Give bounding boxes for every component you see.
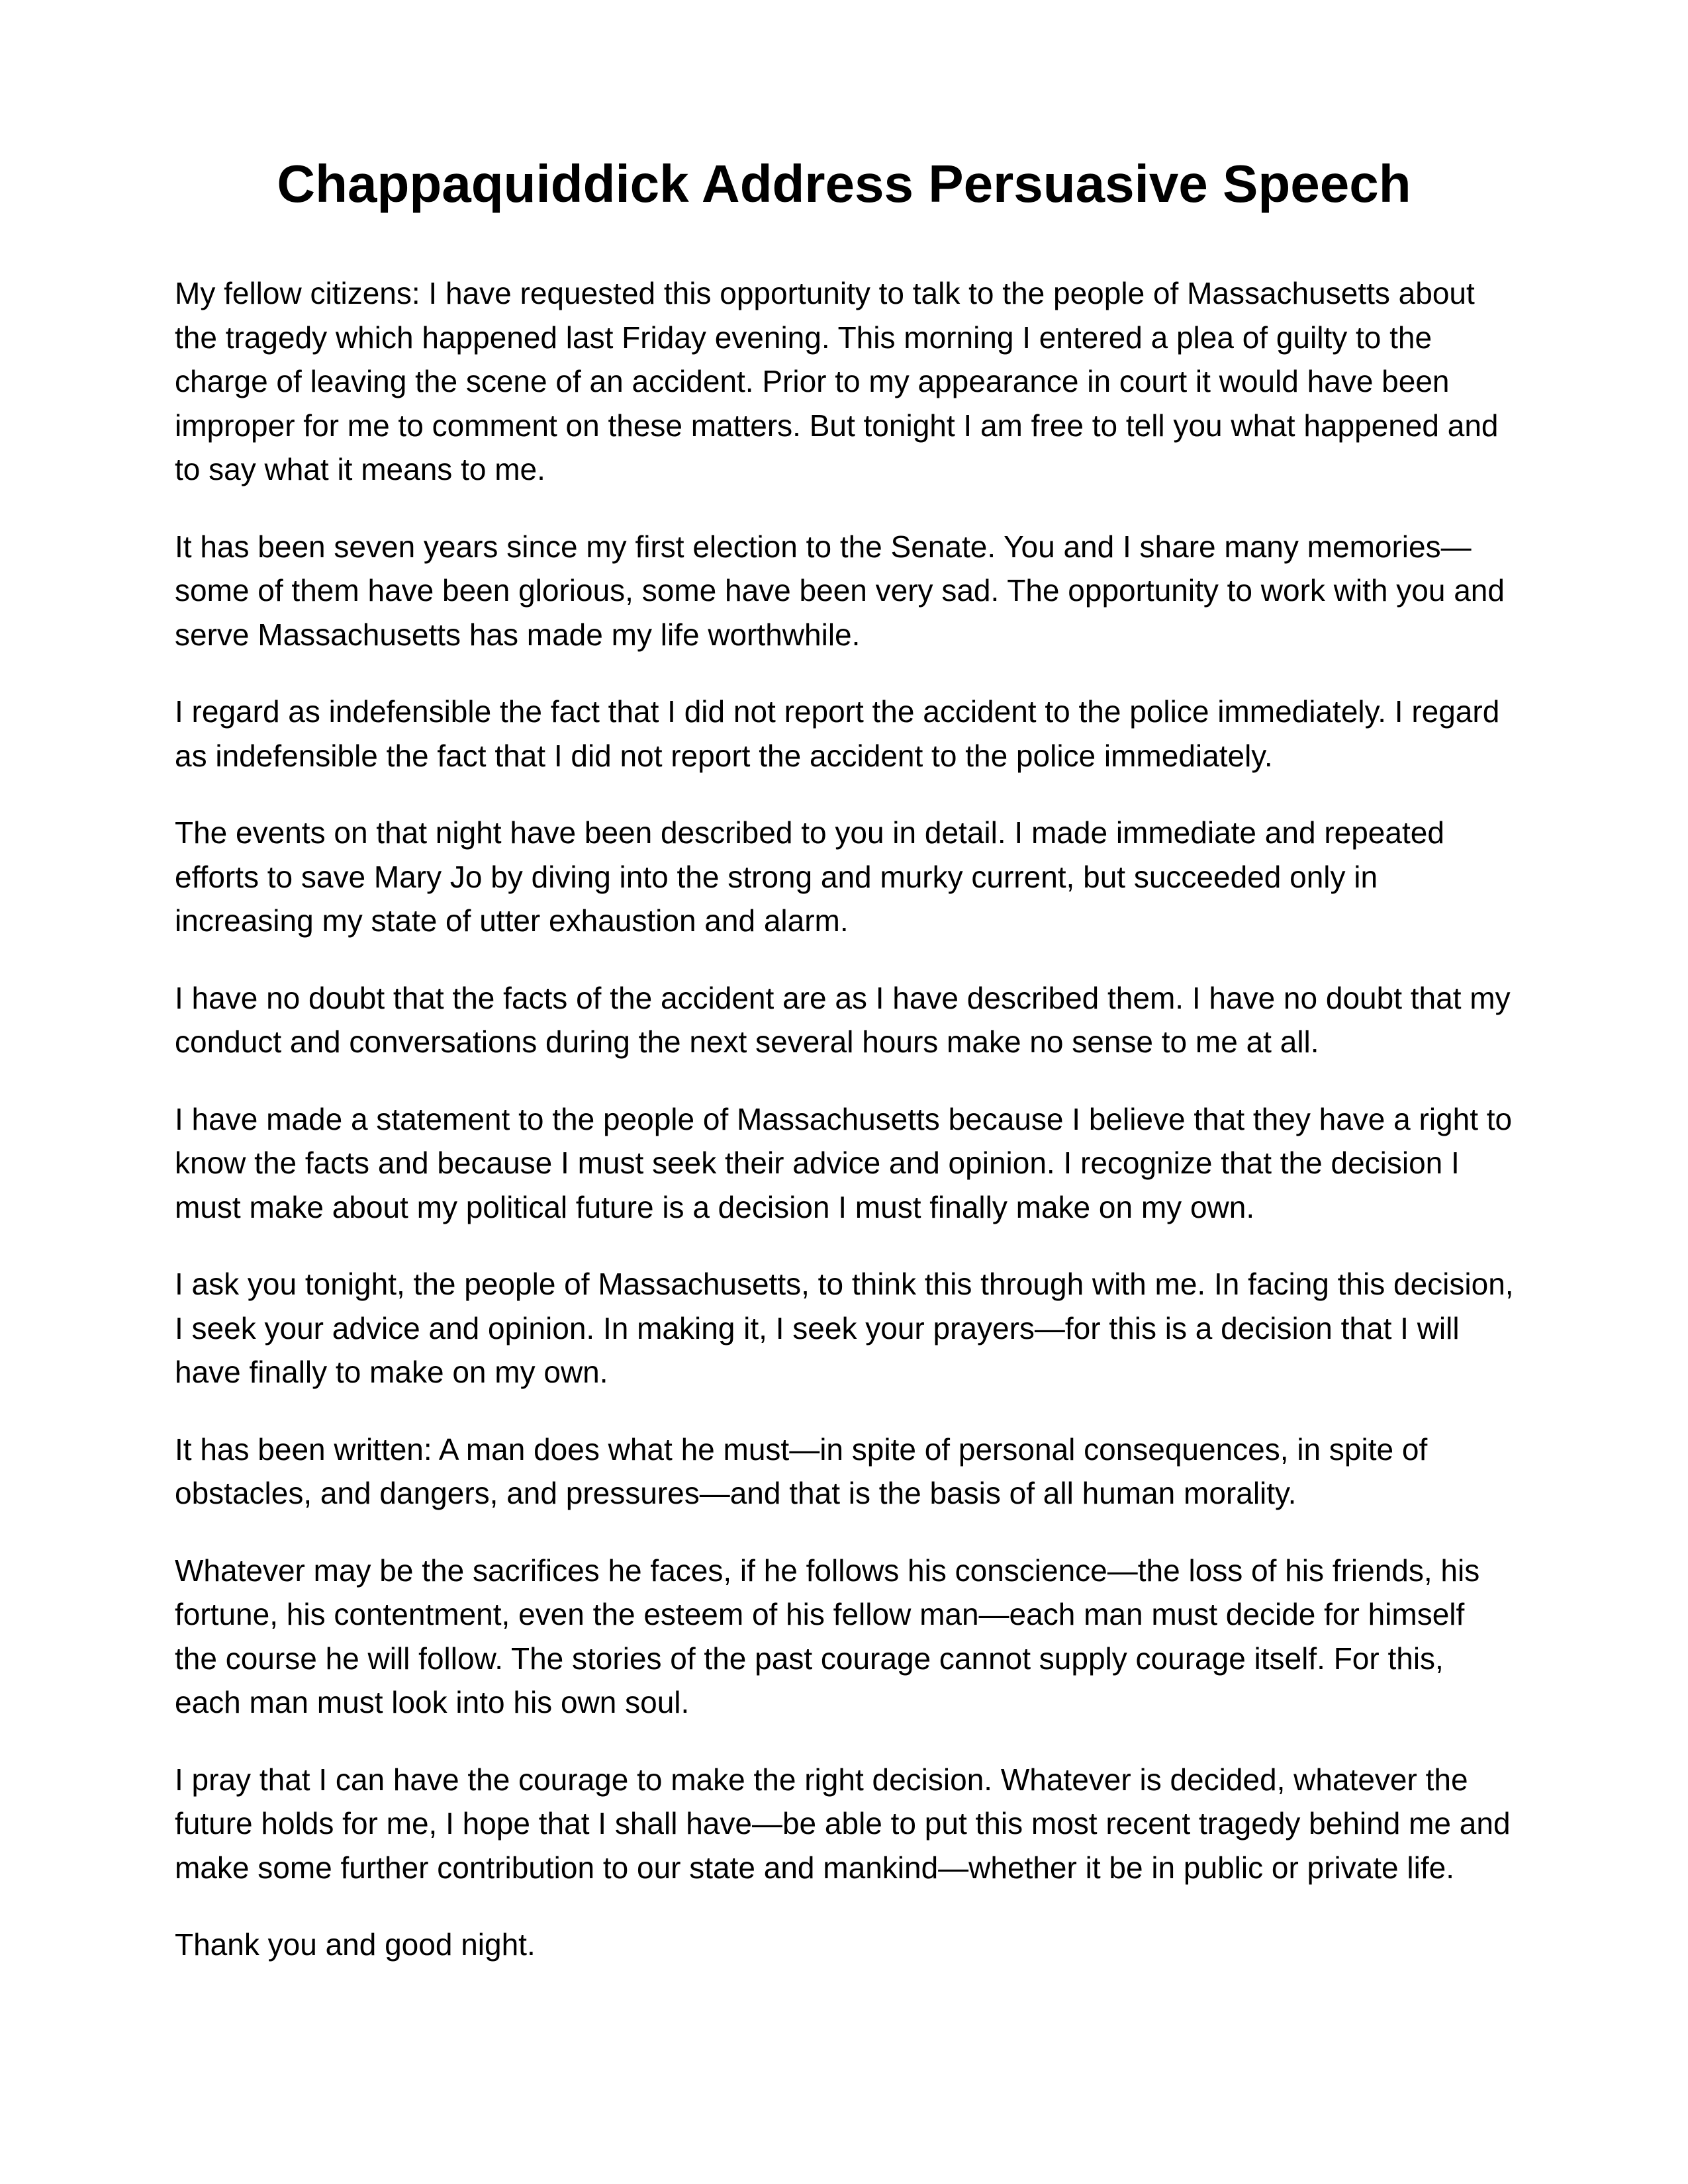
paragraph-5: I have no doubt that the facts of the accident are as I have described them. I have no doubt that my conduct and conversations during the next several hours make no sense to me at all. (175, 980, 1511, 1059)
paragraph-7: I ask you tonight, the people of Massachusetts, to think this through with me. In facing this decision, I seek your advice and opinion. In making it, I seek your prayers—for this is a decision that I will have finally to make on my own. (175, 1267, 1514, 1389)
paragraph-3: I regard as indefensible the fact that I did not report the accident to the police immediately. I regard as indefensible the fact that I did not report the accident to the police immediately. (175, 694, 1500, 773)
paragraph-11: Thank you and good night. (175, 1927, 536, 1962)
document-title: Chappaquiddick Address Persuasive Speech (277, 154, 1411, 213)
speech-body (175, 271, 1515, 2000)
paragraph-4: The events on that night have been described to you in detail. I made immediate and repeated efforts to save Mary Jo by diving into the strong and murky current, but succeeded only in increasing my state of utter exhaustion and alarm. (175, 815, 1444, 938)
paragraph-9: Whatever may be the sacrifices he faces, if he follows his conscience—the loss of his friends, his fortune, his contentment, even the esteem of his fellow man—each man must decide for himself the course he will follow. The stories of the past courage cannot supply courage itself. For this, each man must look into his own soul. (175, 1553, 1480, 1719)
paragraph-8: It has been written: A man does what he must—in spite of personal consequences, in spite of obstacles, and dangers, and pressures—and that is the basis of all human morality. (175, 1432, 1428, 1510)
paragraph-2: It has been seven years since my first election to the Senate. You and I share many memories—some of them have been glorious, some have been very sad. The opportunity to work with you and serve Massachusetts has made my life worthwhile. (175, 529, 1505, 652)
paragraph-6: I have made a statement to the people of Massachusetts because I believe that they have a right to know the facts and because I must seek their advice and opinion. I recognize that the decision I must make about my political future is a decision I must finally make on my own. (175, 1101, 1513, 1224)
paragraph-10: I pray that I can have the courage to make the right decision. Whatever is decided, whatever the future holds for me, I hope that I shall have—be able to put this most recent tragedy behind me and make some further contribution to our state and mankind—whether it be in public or private life. (175, 1762, 1511, 1885)
paragraph-1: My fellow citizens: I have requested this opportunity to talk to the people of Massachusetts about the tragedy which happened last Friday evening. This morning I entered a plea of guilty to the charge of leaving the scene of an accident. Prior to my appearance in court it would have been improper for me to comment on these matters. But tonight I am free to tell you what happened and to say what it means to me. (175, 276, 1499, 486)
